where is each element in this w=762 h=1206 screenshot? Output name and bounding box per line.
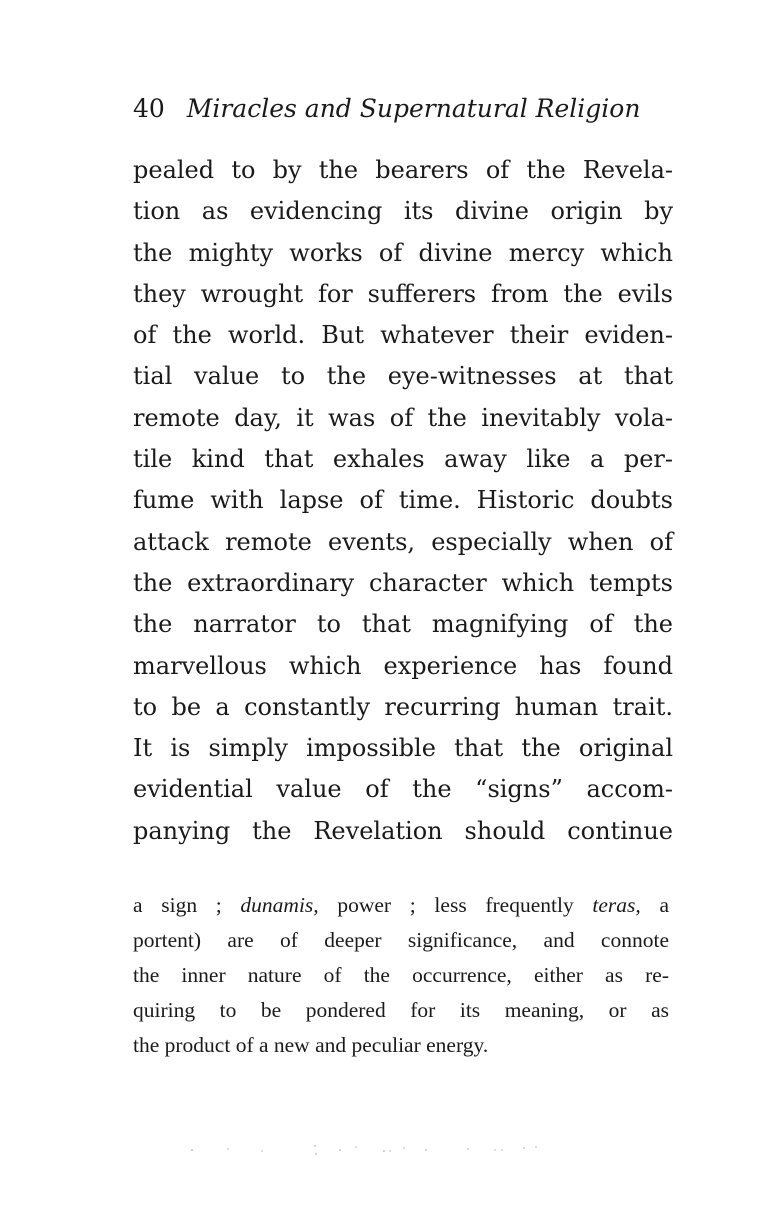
footnote-line: quiring to be pondered for its meaning, or as	[133, 998, 669, 1022]
running-title: Miracles and Supernatural Religion	[186, 94, 641, 123]
body-line: tion as evidencing its divine origin by	[133, 197, 673, 226]
body-line: tile kind that exhales away like a per-	[133, 445, 673, 474]
body-line: to be a constantly recurring human trait.	[133, 692, 673, 721]
footnote-line: portent) are of deeper significance, and connote	[133, 928, 669, 952]
body-line: the mighty works of divine mercy which	[133, 238, 673, 267]
body-line: the extraordinary character which tempts	[133, 568, 673, 597]
page-number: 40	[133, 94, 165, 123]
footnote-text: a	[659, 893, 670, 917]
footnote-line: the inner nature of the occurrence, either as re-	[133, 963, 669, 987]
footnote-text: a sign ;	[133, 893, 222, 917]
body-line: pealed to by the bearers of the Revela-	[133, 156, 673, 184]
body-line: remote day, it was of the inevitably vola-	[133, 403, 673, 432]
footnote-term: dunamis,	[240, 893, 319, 917]
footnote-text: power ; less frequently	[337, 893, 574, 917]
running-header	[133, 92, 673, 126]
body-line: of the world. But whatever their eviden-	[133, 321, 673, 350]
footnote-line: the product of a new and peculiar energy.	[133, 1033, 489, 1057]
body-line: evidential value of the “signs” accom-	[133, 775, 673, 804]
body-line: panying the Revelation should continue	[133, 816, 673, 845]
body-line: the narrator to that magnifying of the	[133, 610, 673, 639]
body-line: It is simply impossible that the original	[133, 734, 673, 763]
footnote-term: teras,	[592, 893, 641, 917]
body-text	[133, 150, 673, 852]
body-line: fume with lapse of time. Historic doubts	[133, 486, 673, 515]
body-line: marvellous which experience has found	[133, 651, 673, 680]
footnote	[133, 888, 669, 1063]
body-line: they wrought for sufferers from the evils	[133, 279, 673, 308]
footnote-line	[133, 888, 669, 923]
body-line: tial value to the eye-witnesses at that	[133, 362, 673, 391]
body-line: attack remote events, especially when of	[133, 527, 673, 556]
scan-specks	[190, 1140, 550, 1160]
